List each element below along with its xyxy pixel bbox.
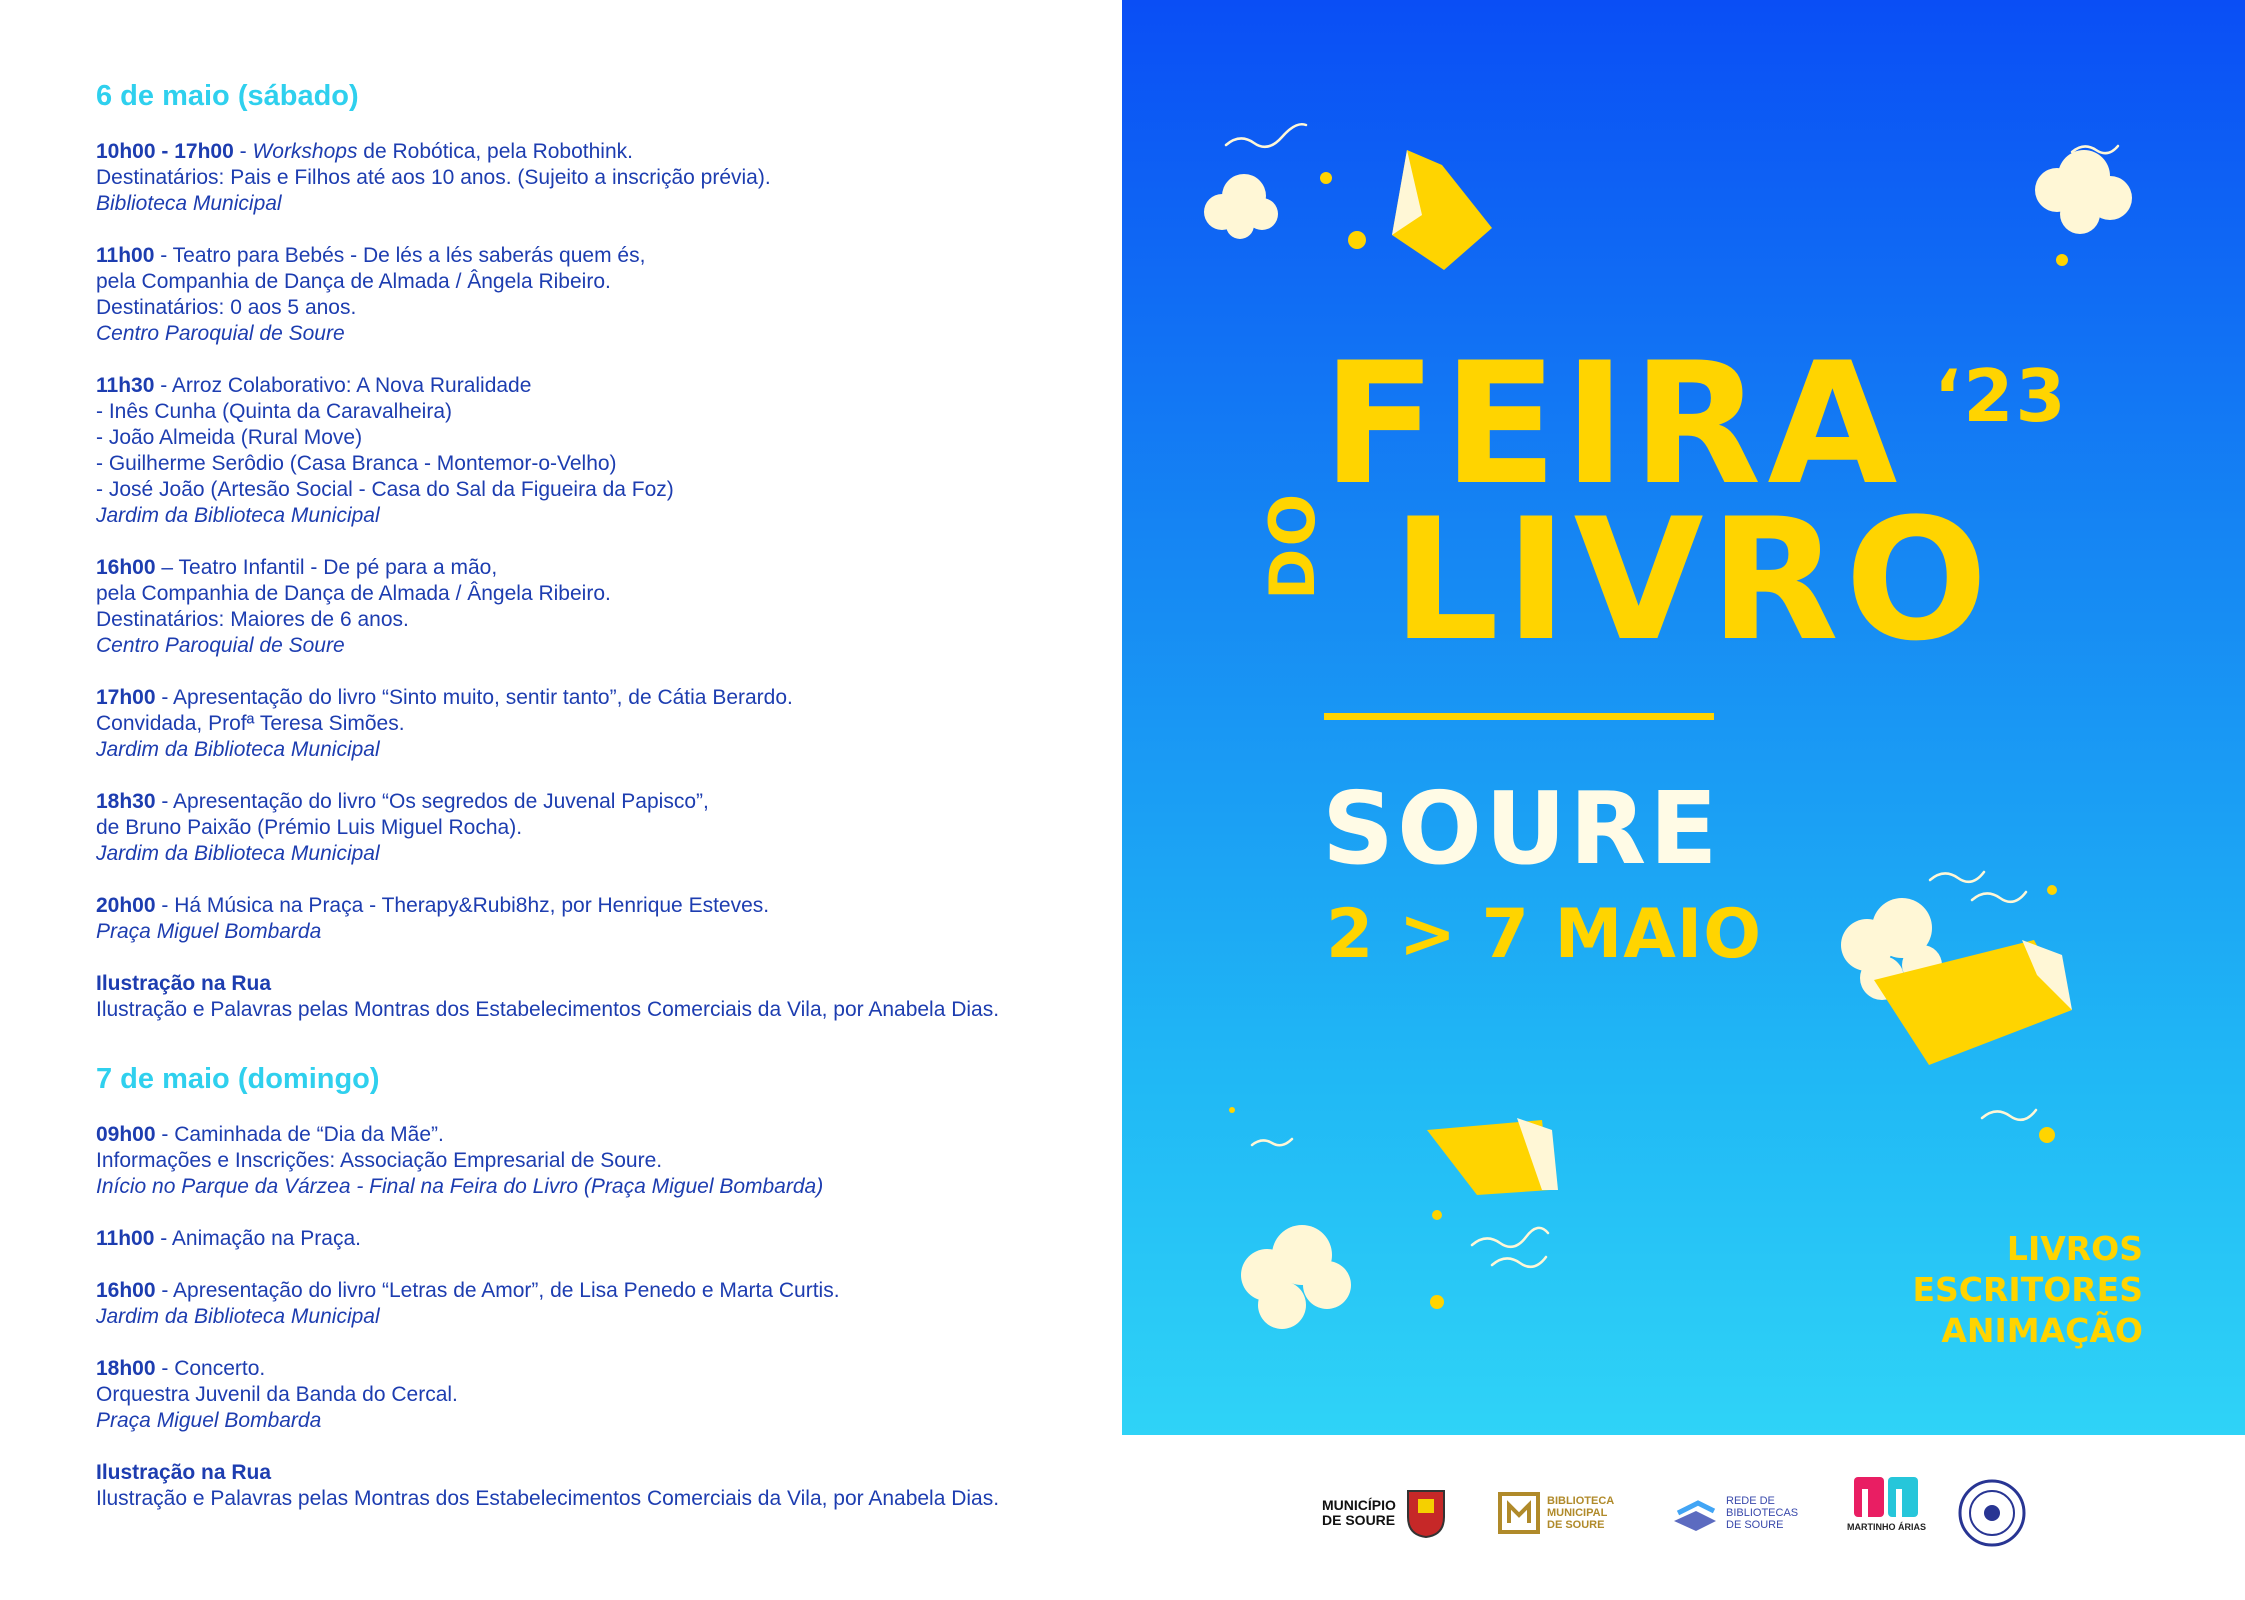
event-text: - Caminhada de “Dia da Mãe”. — [155, 1123, 444, 1146]
event-text: - Arroz Colaborativo: A Nova Ruralidade — [154, 374, 532, 397]
event-time: 20h00 — [96, 894, 156, 917]
sponsor-logos — [1122, 1435, 2245, 1600]
cloud-icon — [1204, 174, 1278, 239]
event-item — [96, 373, 1096, 529]
town-name: SOURE — [1322, 770, 1721, 887]
event-text: de Robótica, pela Robothink. — [357, 140, 633, 163]
event-detail-line: - Inês Cunha (Quinta da Caravalheira) — [96, 400, 453, 423]
event-detail-line: Informações e Inscrições: Associação Empresarial de Soure. — [96, 1149, 663, 1172]
event-time: 16h00 — [96, 556, 156, 579]
day-title-may-7: 7 de maio (domingo) — [96, 1063, 380, 1095]
event-dates: 2 > 7 MAIO — [1326, 895, 1763, 974]
event-headline — [96, 373, 1096, 399]
event-headline — [96, 893, 1096, 919]
title-livro: LIVRO — [1392, 482, 1994, 678]
logo-rede-line3: DE SOURE — [1726, 1519, 1784, 1531]
logo-biblioteca-line1: BIBLIOTECA — [1547, 1495, 1615, 1507]
event-time: 18h00 — [96, 1357, 156, 1380]
event-detail-line: Destinatários: 0 aos 5 anos. — [96, 296, 357, 319]
event-headline — [96, 555, 1096, 581]
event-text: - Apresentação do livro “Os segredos de Juvenal Papisco”, — [155, 790, 709, 813]
event-venue: Início no Parque da Várzea - Final na Feira do Livro (Praça Miguel Bombarda) — [96, 1175, 824, 1198]
logo-municipio-line2: DE SOURE — [1322, 1512, 1396, 1528]
tagline-animacao: ANIMAÇÃO — [1941, 1311, 2143, 1350]
tagline-livros: LIVROS — [2006, 1229, 2143, 1268]
event-venue: Centro Paroquial de Soure — [96, 634, 345, 657]
event-item — [96, 789, 1096, 867]
event-time: 11h30 — [96, 374, 155, 397]
coat-of-arms-icon — [1404, 1487, 1448, 1539]
event-headline — [96, 243, 1096, 269]
library-logo-icon — [1497, 1491, 1541, 1535]
street-illustration-title: Ilustração na Rua — [96, 1461, 272, 1484]
event-detail-line: - Guilherme Serôdio (Casa Branca - Montemor-o-Velho) — [96, 452, 617, 475]
event-detail-line: pela Companhia de Dança de Almada / Ângela Ribeiro. — [96, 270, 611, 293]
event-headline — [96, 1356, 1096, 1382]
event-time: 09h00 — [96, 1123, 156, 1146]
title-divider — [1324, 713, 1714, 720]
event-text: - Animação na Praça. — [154, 1227, 361, 1250]
book-stack-icon — [1670, 1491, 1720, 1535]
cloud-icon — [1241, 1225, 1351, 1329]
event-item — [96, 1278, 1096, 1330]
event-venue: Jardim da Biblioteca Municipal — [96, 1305, 380, 1328]
logo-biblioteca-line3: DE SOURE — [1547, 1519, 1605, 1531]
event-headline — [96, 1278, 1096, 1304]
event-text-italic: Workshops — [252, 140, 358, 163]
event-item — [96, 893, 1096, 945]
event-time: 17h00 — [96, 686, 156, 709]
event-detail-line: pela Companhia de Dança de Almada / Ângela Ribeiro. — [96, 582, 611, 605]
event-text: - Há Música na Praça - Therapy&Rubi8hz, por Henrique Esteves. — [155, 894, 770, 917]
street-illustration-text: Ilustração e Palavras pelas Montras dos Estabelecimentos Comerciais da Vila, por Anabela Dias. — [96, 998, 1000, 1021]
event-detail-line: Destinatários: Maiores de 6 anos. — [96, 608, 409, 631]
circular-seal-icon — [1957, 1478, 2027, 1548]
event-time: 16h00 — [96, 1279, 156, 1302]
event-text: - Teatro para Bebés - De lés a lés saberás quem és, — [154, 244, 646, 267]
cover-poster — [1122, 0, 2245, 1435]
event-item — [96, 1226, 1096, 1252]
event-item — [96, 1356, 1096, 1434]
event-venue: Praça Miguel Bombarda — [96, 1409, 322, 1432]
event-venue: Jardim da Biblioteca Municipal — [96, 504, 380, 527]
event-headline — [96, 685, 1096, 711]
taglines — [1912, 1228, 2143, 1351]
event-text: - — [233, 140, 253, 163]
program-panel — [0, 0, 1122, 1600]
logo-municipio-line1: MUNICÍPIO — [1322, 1497, 1396, 1513]
event-detail-line: Destinatários: Pais e Filhos até aos 10 anos. (Sujeito a inscrição prévia). — [96, 166, 771, 189]
event-venue: Jardim da Biblioteca Municipal — [96, 738, 380, 761]
street-illustration-item — [96, 1460, 1096, 1512]
event-headline — [96, 1122, 1096, 1148]
event-item — [96, 555, 1096, 659]
event-venue: Biblioteca Municipal — [96, 192, 282, 215]
day-title-may-6: 6 de maio (sábado) — [96, 80, 359, 112]
street-illustration-item — [96, 971, 1096, 1023]
event-text: - Apresentação do livro “Sinto muito, sentir tanto”, de Cátia Berardo. — [155, 686, 793, 709]
event-text: - Concerto. — [155, 1357, 266, 1380]
logo-biblioteca-line2: MUNICIPAL — [1547, 1507, 1608, 1519]
street-illustration-title: Ilustração na Rua — [96, 972, 272, 995]
title-feira: FEIRA — [1322, 326, 1904, 522]
ma-logo-icon — [1852, 1473, 1922, 1521]
flying-book-icon — [1427, 1118, 1558, 1195]
event-item — [96, 685, 1096, 763]
event-venue: Jardim da Biblioteca Municipal — [96, 842, 380, 865]
event-venue: Centro Paroquial de Soure — [96, 322, 345, 345]
event-text: – Teatro Infantil - De pé para a mão, — [155, 556, 498, 579]
event-time: 10h00 - 17h00 — [96, 140, 234, 163]
year-badge: ‘23 — [1934, 354, 2068, 438]
logo-martinho-arias — [1847, 1473, 1926, 1553]
flying-book-icon — [1392, 150, 1492, 270]
event-detail-line: Convidada, Profª Teresa Simões. — [96, 712, 405, 735]
tagline-escritores: ESCRITORES — [1912, 1270, 2143, 1309]
event-venue: Praça Miguel Bombarda — [96, 920, 322, 943]
event-item — [96, 243, 1096, 347]
event-headline — [96, 1226, 1096, 1252]
logo-seal — [1957, 1473, 2027, 1553]
event-time: 11h00 — [96, 1227, 155, 1250]
event-time: 11h00 — [96, 244, 155, 267]
logo-rede-bibliotecas — [1670, 1473, 1798, 1553]
event-item — [96, 1122, 1096, 1200]
logo-rede-line1: REDE DE — [1726, 1495, 1775, 1507]
title-do: DO — [1256, 491, 1329, 600]
event-time: 18h30 — [96, 790, 156, 813]
street-illustration-text: Ilustração e Palavras pelas Montras dos Estabelecimentos Comerciais da Vila, por Anabela Dias. — [96, 1487, 1000, 1510]
event-text: - Apresentação do livro “Letras de Amor”, de Lisa Penedo e Marta Curtis. — [155, 1279, 840, 1302]
event-detail-line: - João Almeida (Rural Move) — [96, 426, 363, 449]
event-headline — [96, 139, 1096, 165]
logo-biblioteca-municipal — [1497, 1473, 1614, 1553]
logo-martinho-text: MARTINHO ÁRIAS — [1847, 1522, 1926, 1532]
event-detail-line: Orquestra Juvenil da Banda do Cercal. — [96, 1383, 458, 1406]
event-detail-line: de Bruno Paixão (Prémio Luis Miguel Rocha). — [96, 816, 523, 839]
logo-municipio-soure — [1322, 1473, 1448, 1553]
events-list-may-6 — [96, 139, 1096, 1049]
logo-rede-line2: BIBLIOTECAS — [1726, 1507, 1799, 1519]
event-item — [96, 139, 1096, 217]
events-list-may-7 — [96, 1122, 1096, 1538]
event-headline — [96, 789, 1096, 815]
event-detail-line: - José João (Artesão Social - Casa do Sal da Figueira da Foz) — [96, 478, 674, 501]
cloud-icon — [2035, 150, 2132, 234]
